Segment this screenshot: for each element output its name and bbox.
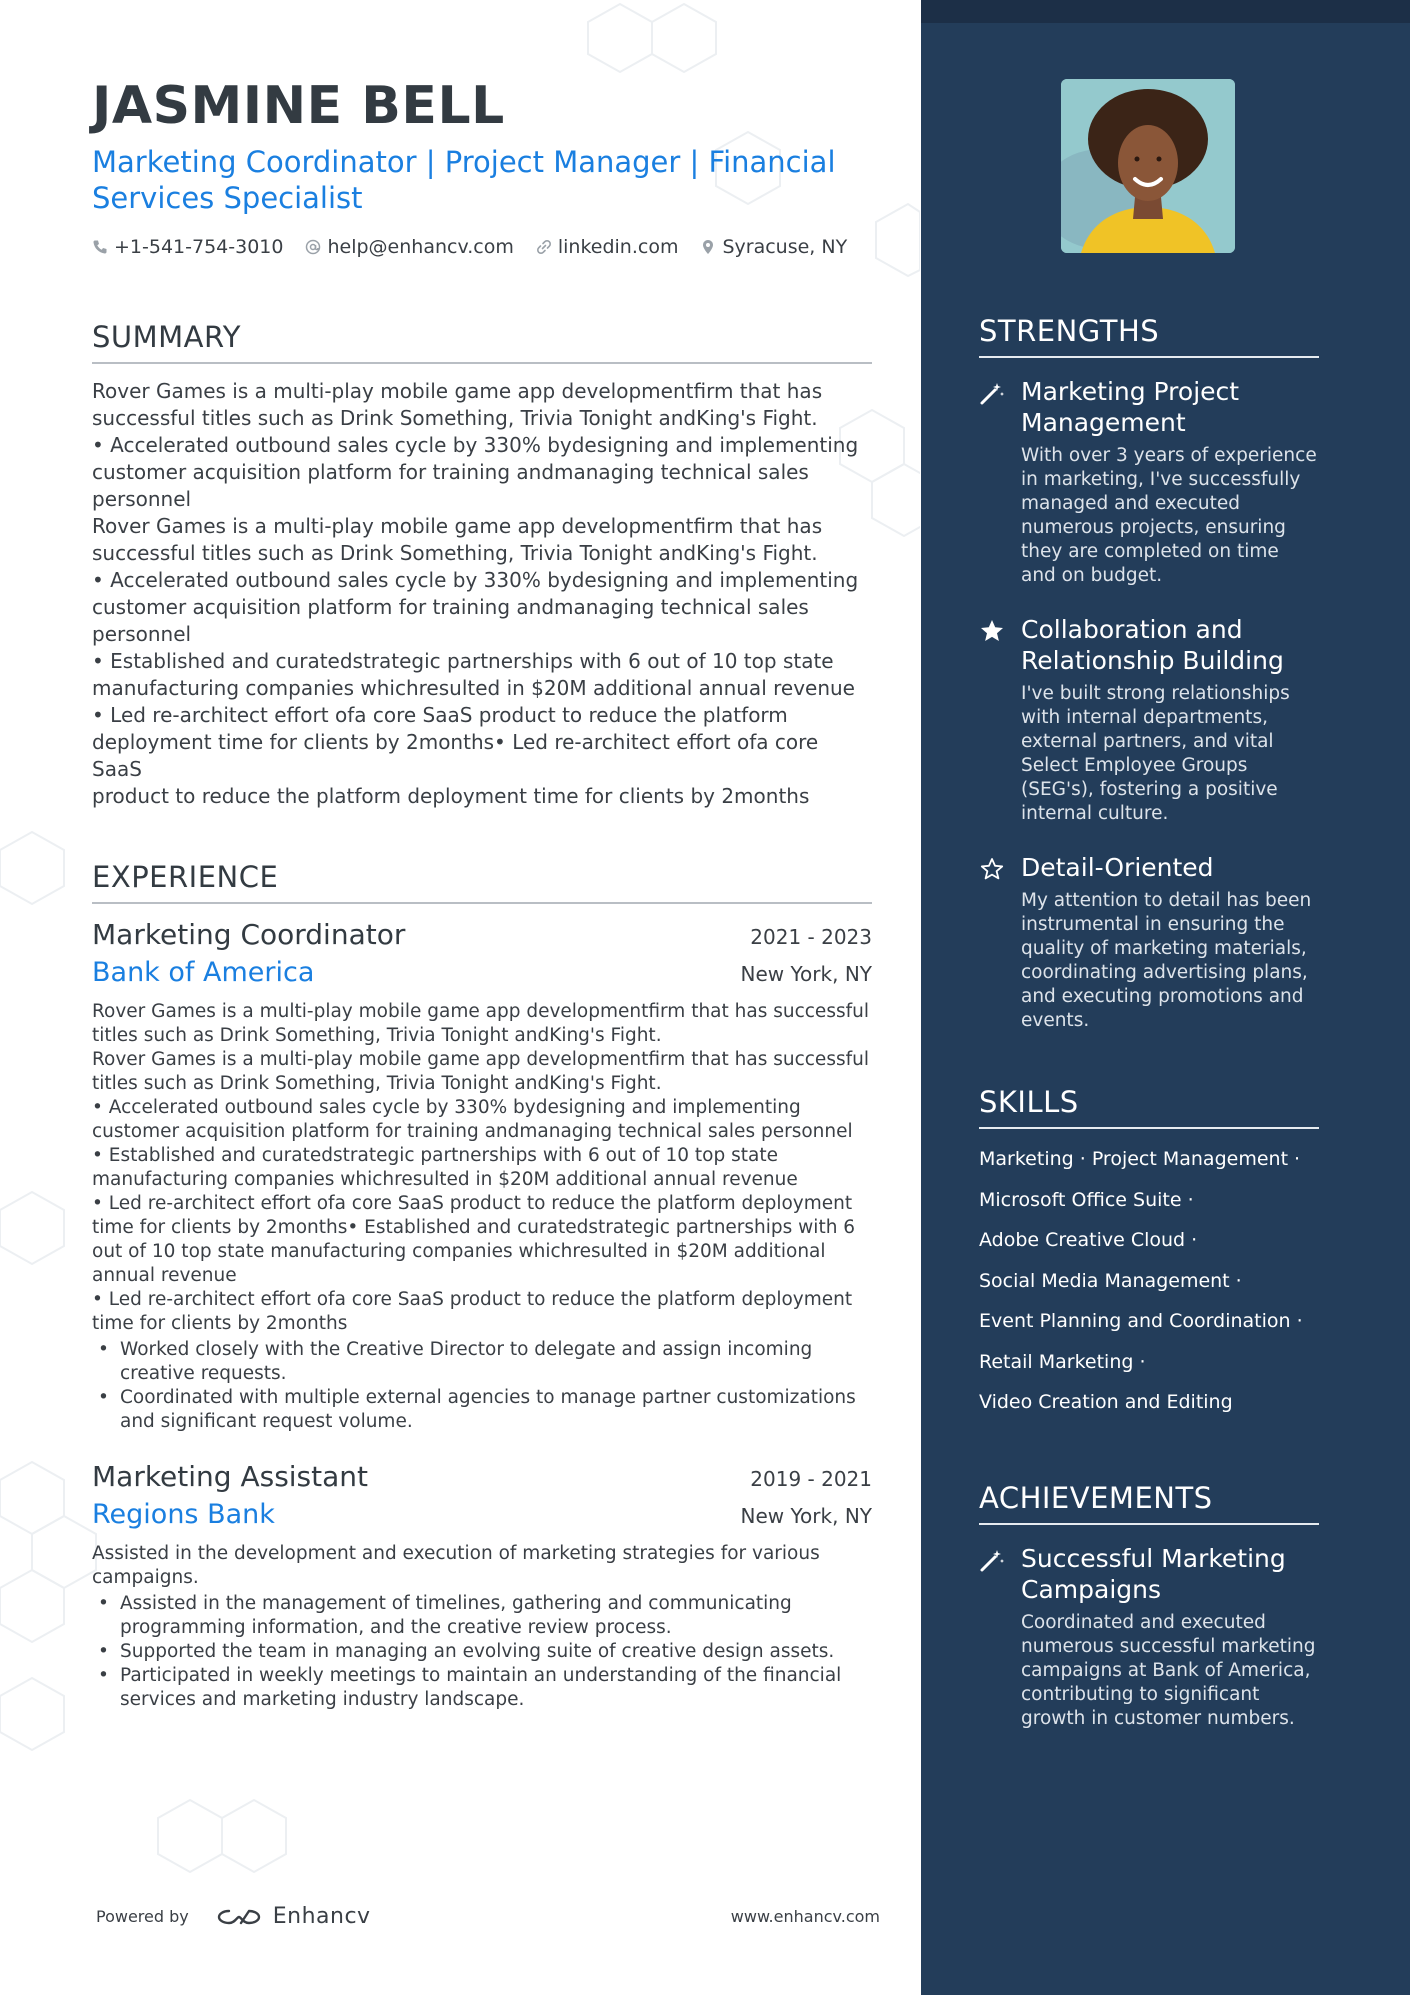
strength-title: Detail-Oriented: [1021, 853, 1214, 882]
magic-wand-icon: [979, 1547, 1005, 1573]
link-icon: [536, 239, 552, 255]
bullet-item: • Worked closely with the Creative Director to delegate and assign incoming creative requests.: [92, 1338, 872, 1386]
skills-section: [979, 1085, 1319, 1423]
contact-email[interactable]: [305, 236, 513, 258]
headline-line-2: Services Specialist: [92, 181, 363, 215]
skill-line: Microsoft Office Suite ·: [979, 1188, 1194, 1211]
contact-bar: [92, 236, 872, 258]
skill-line: Event Planning and Coordination ·: [979, 1310, 1303, 1332]
brand-name: Enhancv: [272, 1904, 371, 1929]
strength-item: [979, 614, 1319, 826]
star-outline-icon: [979, 856, 1005, 882]
strength-item: [979, 852, 1319, 1033]
summary-text: Rover Games is a multi-play mobile game app developmentfirm that has successful titles such as Drink Something, Trivia Tonight andKing's Fight. • Accelerated outbound sales cycle by 330% bydesigning and implementing customer acquisition platform for training andmanaging technical sales personnel Rover Games is a multi-play mobile game app developmentfirm that has successful titles such as Drink Something, Trivia Tonight andKing's Fight. • Accelerated outbound sales cycle by 330% bydesigning and implementing customer acquisition platform for training andmanaging technical sales personnel • Established and curatedstrategic partnerships with 6 out of 10 top state manufacturing companies whichresulted in $20M additional annual revenue • Led re-architect effort ofa core SaaS product to reduce the platform deployment time for clients by 2months• Led re-architect effort ofa core SaaS product to reduce the platform deployment time for clients by 2months: [92, 379, 859, 808]
skills-list: [979, 1139, 1319, 1423]
sidebar-top-strip: [921, 0, 1410, 23]
website-link[interactable]: www.enhancv.com: [730, 1907, 880, 1926]
job-dates: 2019 - 2021: [750, 1467, 872, 1491]
contact-phone[interactable]: [92, 236, 283, 258]
skill-line: Marketing · Project Management ·: [979, 1148, 1301, 1170]
job-title: Marketing Assistant: [92, 1460, 369, 1493]
contact-location: [700, 236, 847, 258]
star-filled-icon: [979, 618, 1005, 644]
job-location: New York, NY: [740, 1504, 872, 1528]
achievement-item: [979, 1543, 1319, 1731]
main-column: [92, 72, 872, 1712]
at-sign-icon: [305, 239, 321, 255]
skill-line: Video Creation and Editing: [979, 1391, 1233, 1413]
strength-item: [979, 376, 1319, 588]
achievements-heading: ACHIEVEMENTS: [979, 1481, 1319, 1525]
footer: [96, 1904, 880, 1929]
achievement-title: Successful Marketing Campaigns: [1021, 1544, 1286, 1604]
bullet-item: • Supported the team in managing an evolving suite of creative design assets.: [92, 1640, 872, 1664]
phone-text: +1-541-754-3010: [114, 236, 284, 258]
email-text: help@enhancv.com: [327, 236, 514, 258]
achievements-section: [979, 1481, 1319, 1731]
sidebar: [921, 0, 1410, 1995]
skill-line: Social Media Management ·: [979, 1269, 1242, 1292]
job-description: Rover Games is a multi-play mobile game app developmentfirm that has successful titles such as Drink Something, Trivia Tonight andKing's Fight. Rover Games is a multi-play mobile game app developmentfirm that has successful titles such as Drink Something, Trivia Tonight andKing's Fight. • Accelerated outbound sales cycle by 330% bydesigning and implementing customer acquisition platform for training andmanaging technical sales personnel • Established and curatedstrategic partnerships with 6 out of 10 top state manufacturing companies whichresulted in $20M additional annual revenue • Led re-architect effort ofa core SaaS product to reduce the platform deployment time for clients by 2months• Established and curatedstrategic partnerships with 6 out of 10 top state manufacturing companies whichresulted in $20M additional annual revenue • Led re-architect effort ofa core SaaS product to reduce the platform deployment time for clients by 2months: [92, 1001, 869, 1334]
job-bullets: [92, 1338, 872, 1434]
bullet-item: • Participated in weekly meetings to maintain an understanding of the financial services and marketing industry landscape.: [92, 1664, 872, 1712]
summary-heading: SUMMARY: [92, 320, 872, 364]
strength-description: My attention to detail has been instrumental in ensuring the quality of marketing materials, coordinating advertising plans, and executing promotions and events.: [1021, 890, 1312, 1031]
job-location: New York, NY: [740, 962, 872, 986]
profile-portrait-icon: [1061, 79, 1235, 253]
job-dates: 2021 - 2023: [750, 925, 872, 949]
powered-by: [96, 1904, 371, 1929]
bullet-item: • Assisted in the management of timelines, gathering and communicating programming information, and the creative review process.: [92, 1592, 872, 1640]
job-bullets: [92, 1592, 872, 1712]
magic-wand-icon: [979, 380, 1005, 406]
contact-linkedin[interactable]: [536, 236, 679, 258]
brand-logo[interactable]: [215, 1904, 371, 1929]
headline: [92, 144, 872, 216]
skill-line: Adobe Creative Cloud ·: [979, 1229, 1198, 1251]
skills-heading: SKILLS: [979, 1085, 1319, 1129]
headline-line-1: Marketing Coordinator | Project Manager | Financial: [92, 145, 836, 179]
skill-line: Retail Marketing ·: [979, 1350, 1146, 1373]
profile-photo: [1061, 79, 1235, 253]
strength-title: Marketing Project Management: [1021, 377, 1240, 437]
company-name: Regions Bank: [92, 1499, 275, 1530]
bullet-item: • Coordinated with multiple external agencies to manage partner customizations and significant request volume.: [92, 1386, 872, 1434]
experience-heading: EXPERIENCE: [92, 860, 872, 904]
achievement-description: Coordinated and executed numerous successful marketing campaigns at Bank of America, contributing to significant growth in customer numbers.: [1021, 1612, 1316, 1729]
powered-by-label: Powered by: [96, 1907, 189, 1926]
strength-description: With over 3 years of experience in marketing, I've successfully managed and executed numerous projects, ensuring they are completed on time and on budget.: [1021, 445, 1317, 586]
linkedin-text: linkedin.com: [557, 236, 679, 258]
company-name: Bank of America: [92, 957, 315, 988]
job-entry: [92, 1460, 872, 1712]
strength-title: Collaboration and Relationship Building: [1021, 615, 1284, 675]
job-description: Assisted in the development and execution of marketing strategies for various campaigns.: [92, 1543, 820, 1588]
strength-description: I've built strong relationships with internal departments, external partners, and vital Select Employee Groups (SEG's), fostering a positive internal culture.: [1021, 683, 1290, 824]
job-entry: [92, 918, 872, 1434]
location-text: Syracuse, NY: [722, 236, 848, 258]
strengths-heading: STRENGTHS: [979, 314, 1319, 358]
job-title: Marketing Coordinator: [92, 918, 406, 951]
phone-icon: [92, 239, 108, 255]
location-pin-icon: [700, 239, 716, 255]
strengths-section: [979, 314, 1319, 1033]
enhancv-logo-icon: [215, 1905, 263, 1929]
candidate-name: JASMINE BELL: [92, 76, 505, 136]
